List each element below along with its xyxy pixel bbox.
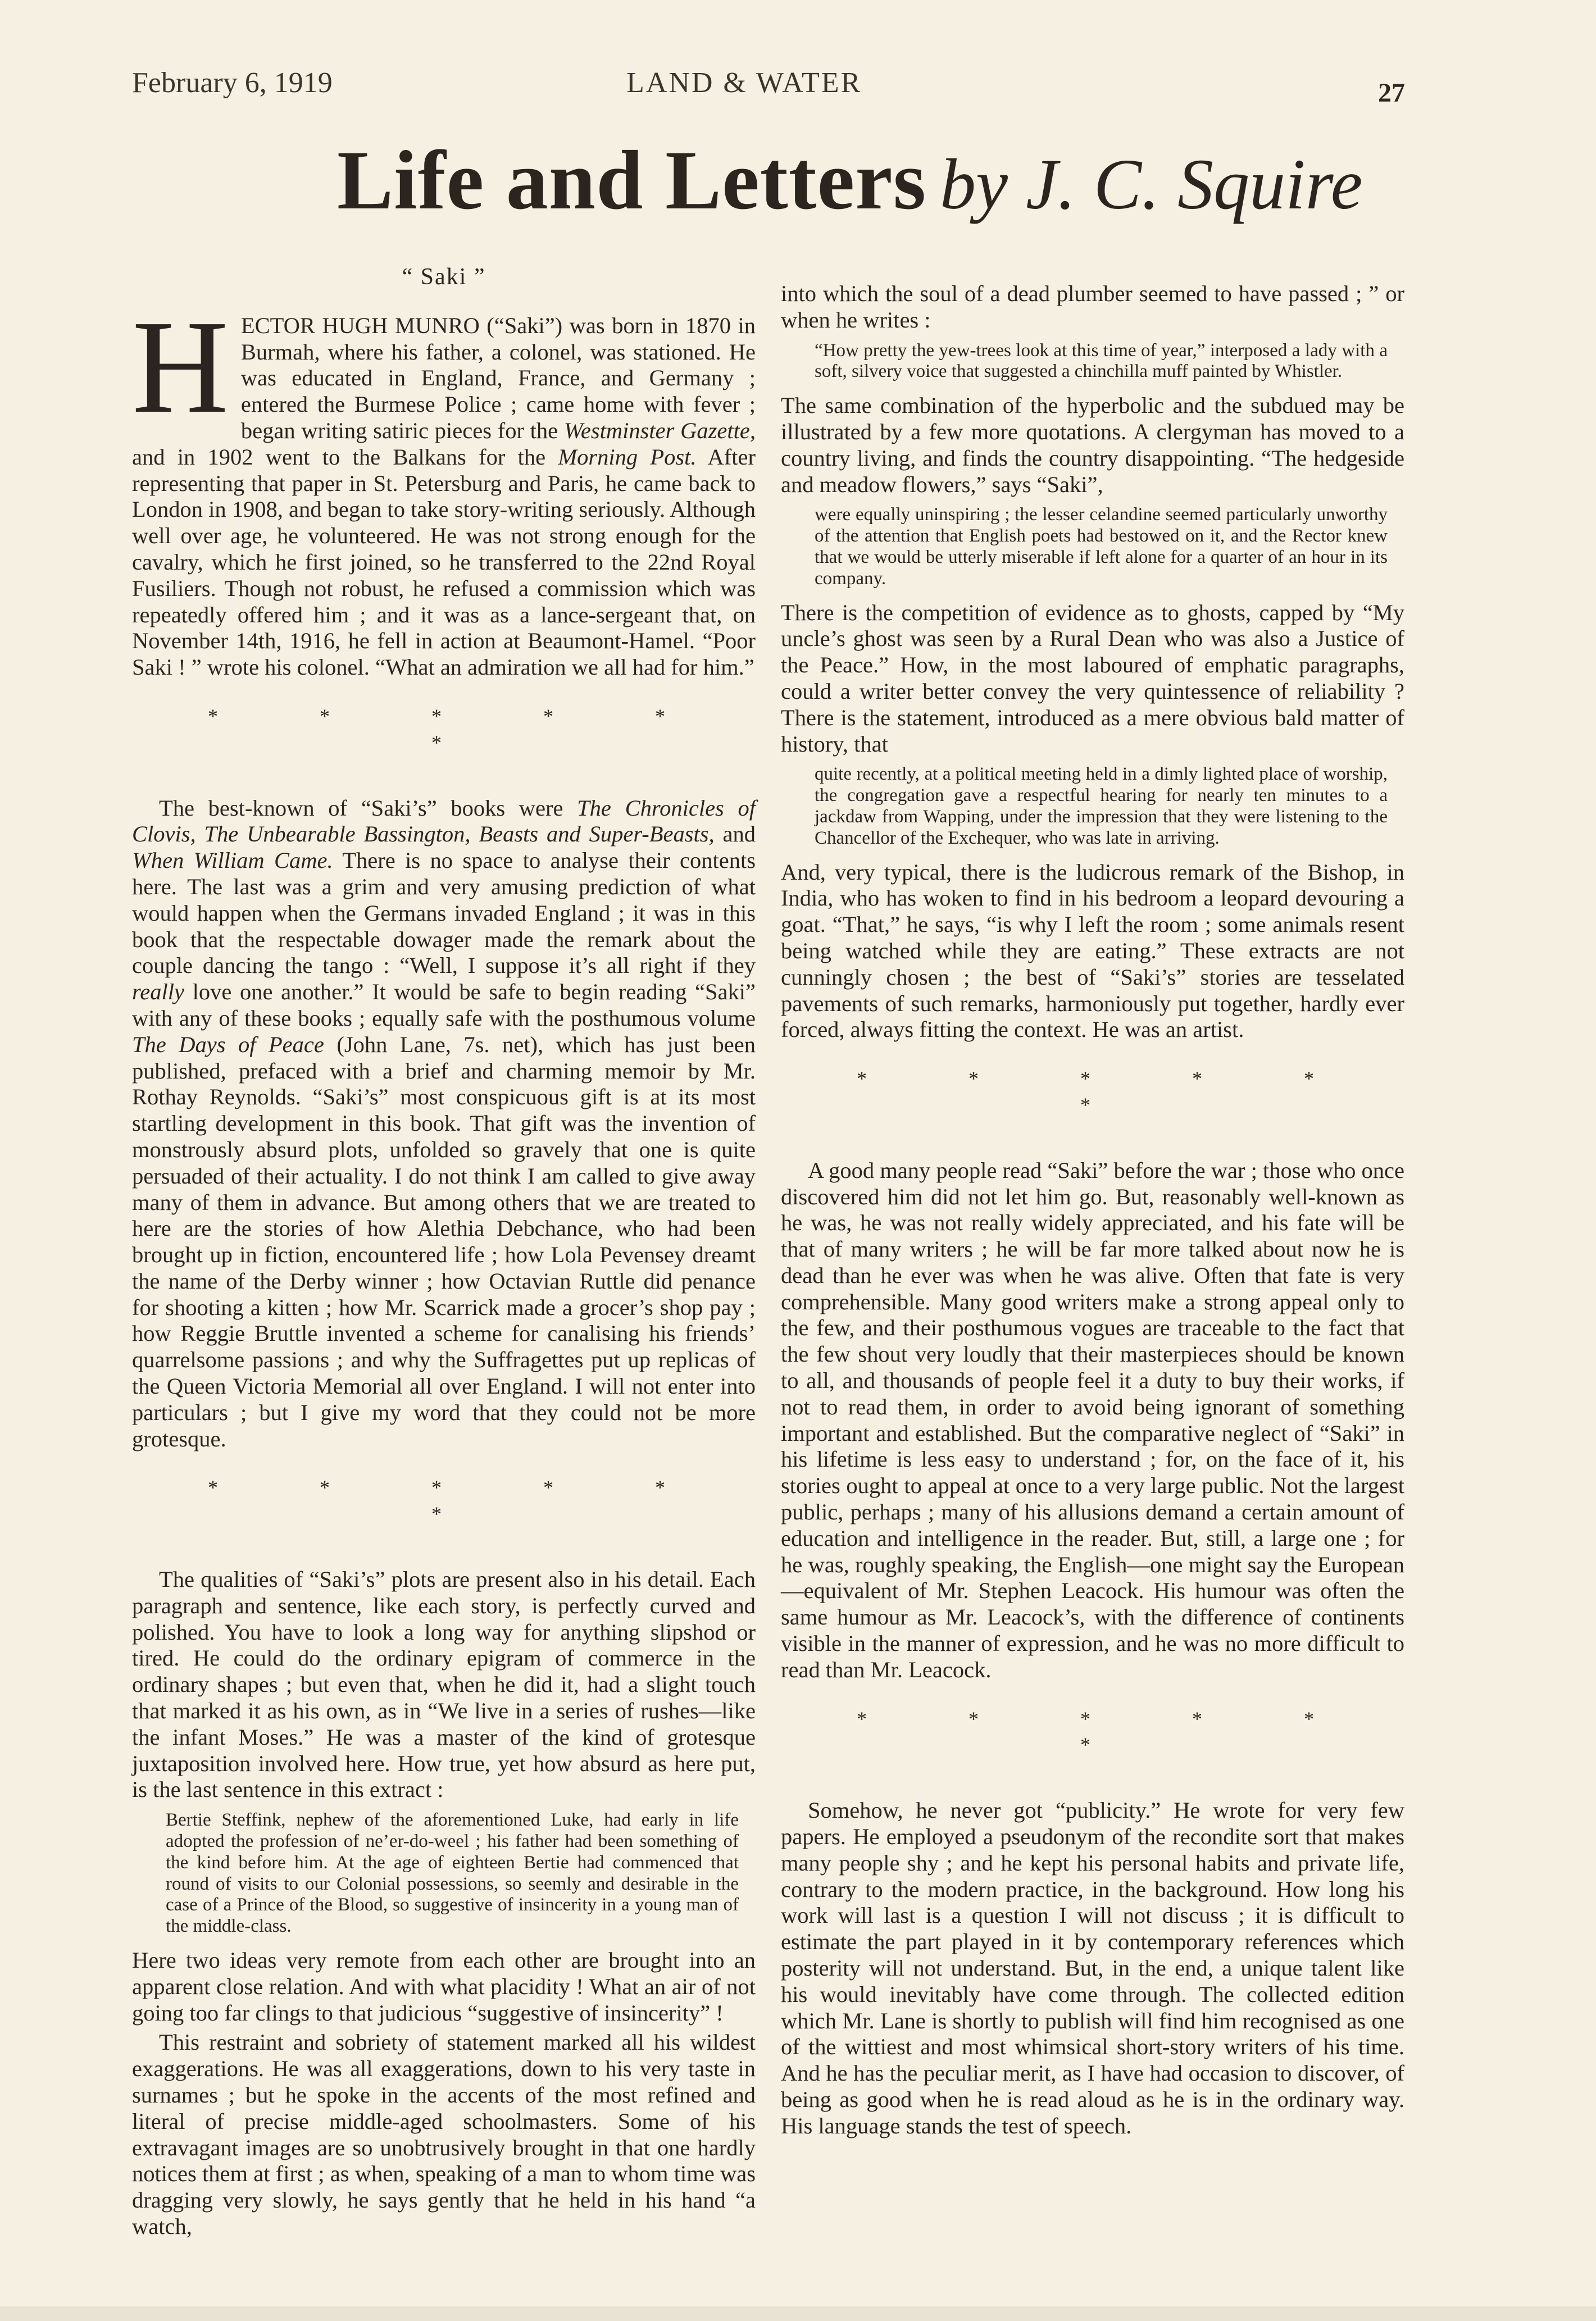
issue-date: February 6, 1919: [132, 67, 333, 99]
paragraph: The qualities of “Saki’s” plots are present also in his detail. Each paragraph and sentence, like each story, is perfectly curved and polished. You have to look a long way for anything slipshod or tired. He could do the ordinary epigram of commerce in the ordinary shapes ; but even that, when he did it, had a slight touch that marked it as his own, as in “We live in a series of rushes—like the infant Moses.” He was a master of the kind of grotesque juxtaposition involved here. How true, yet how absurd as here put, is the last sentence in this extract :: [132, 1567, 756, 1803]
paragraph: A good many people read “Saki” before the war ; those who once discovered him did not let him go. But, reasonably well-known as he was, he was not really widely appreciated, and his fate will be that of many writers ; he will be far more talked about now he is dead than he ever was when he was alive. Often that fate is very comprehensible. Many good writers make a strong appeal only to the few, and their posthumous vogues are traceable to the fact that the few shout very loudly that their masterpieces should be known to all, and thousands of people feel it a duty to buy their works, if not to read them, in order to avoid being ignorant of something important and established. But the comparative neglect of “Saki” in his lifetime is less easy to understand ; for, on the face of it, his stories ought to appeal at once to a very large public. Not the largest public, perhaps ; many of his allusions demand a certain amount of education and intelligence in the reader. But, still, a large one ; for he was, roughly speaking, the English—one might say the European—equivalent of Mr. Stephen Leacock. His humour was often the same humour as Mr. Leacock’s, with the difference of continents visible in the manner of expression, and he was no more difficult to read than Mr. Leacock.: [781, 1157, 1404, 1682]
paragraph: into which the soul of a dead plumber seemed to have passed ; ” or when he writes :: [781, 281, 1404, 333]
author-byline: by J. C. Squire: [940, 144, 1363, 224]
right-column: [781, 281, 1404, 2143]
paragraph: Here two ideas very remote from each other are brought into an apparent close relation. And with what placidity ! What an air of not going too far clings to that judicious “suggestive of insincerity” !: [132, 1947, 756, 2026]
section-break: * * * * * *: [857, 1067, 1362, 1116]
left-column: [132, 264, 756, 2243]
column-title: Life and Letters: [337, 134, 927, 227]
block-quote: Bertie Steffink, nephew of the aforementioned Luke, had early in life adopted the profession of ne’er-do-weel ; his father had been something of the kind before him. At the age of eighteen Bertie had commenced that round of visits to our Colonial possessions, so seemly and desirable in the case of a Prince of the Blood, so suggestive of insincerity in a young man of the middle-class.: [166, 1810, 739, 1937]
block-quote: quite recently, at a political meeting held in a dimly lighted place of worship, the congregation gave a respectful hearing for nearly ten minutes to a jackdaw from Wapping, under the impression that they were listening to the Chancellor of the Exchequer, who was late in arriving.: [815, 764, 1388, 848]
block-quote: “How pretty the yew-trees look at this time of year,” interposed a lady with a soft, silvery voice that suggested a chinchilla muff painted by Whistler.: [815, 340, 1388, 382]
article-title: “ Saki ”: [402, 264, 486, 290]
section-break: * * * * * *: [208, 704, 713, 754]
paragraph: And, very typical, there is the ludicrous remark of the Bishop, in India, who has woken to find in his bedroom a leopard devouring a goat. “That,” he says, “is why I left the room ; some animals resent being watched while they are eating.” These extracts are not cunningly chosen ; the best of “Saki’s” stories are tesselated pavements of such remarks, harmoniously put together, hardly ever forced, always fitting the context. He was an artist.: [781, 859, 1404, 1043]
page-number: 27: [1378, 78, 1405, 108]
paragraph: There is the competition of evidence as to ghosts, capped by “My uncle’s ghost was seen by a Rural Dean who was also a Justice of the Peace.” How, in the most laboured of emphatic paragraphs, could a writer better convey the very quintessence of reliability ? There is the statement, introduced as a mere obvious bald matter of history, that: [781, 599, 1404, 757]
drop-cap: H: [132, 293, 229, 441]
paragraph: The same combination of the hyperbolic and the subdued may be illustrated by a few more quotations. A clergyman has moved to a country living, and finds the country disappointing. “The hedgeside and meadow flowers,” says “Saki”,: [781, 393, 1404, 497]
paragraph: Somehow, he never got “publicity.” He wrote for very few papers. He employed a pseudonym of the recondite sort that makes many people shy ; and he kept his personal habits and private life, contrary to the modern practice, in the background. How long his work will last is a question I will not discuss ; it is difficult to estimate the part played in it by contemporary references which posterity will not understand. But, in the end, a unique talent like his would inevitably have come through. The collected edition which Mr. Lane is shortly to publish will find him recognised as one of the wittiest and most whimsical short-story writers of his time. And he has the peculiar merit, as I have had occasion to discover, of being as good when he is read aloud as he is in the ordinary way. His language stands the test of speech.: [781, 1797, 1404, 2138]
paragraph: HECTOR HUGH MUNRO (“Saki”) was born in 1870 in Burmah, where his father, a colonel, was stationed. He was educated in England, France, and Germany ; entered the Burmese Police ; came home with fever ; began writing satiric pieces for the Westminster Gazette, and in 1902 went to the Balkans for the Morning Post. After representing that paper in St. Petersburg and Paris, he came back to London in 1908, and began to take story-writing seriously. Although well over age, he volunteered. He was not strong enough for the cavalry, which he first joined, so he transferred to the 22nd Royal Fusiliers. Though not robust, he refused a commission which was repeatedly offered him ; and it was as a lance-sergeant that, on November 14th, 1916, he fell in action at Beaumont-Hamel. “Poor Saki ! ” wrote his colonel. “What an admiration we all had for him.”: [132, 293, 756, 680]
journal-title: LAND & WATER: [626, 67, 862, 99]
block-quote: were equally uninspiring ; the lesser celandine seemed particularly unworthy of the attention that English poets had bestowed on it, and the Rector knew that we would be utterly miserable if left alone for a quarter of an hour in its company.: [815, 504, 1388, 589]
paragraph: The best-known of “Saki’s” books were The Chronicles of Clovis, The Unbearable Bassington, Beasts and Super-Beasts, and When William Came. There is no space to analyse their contents here. The last was a grim and very amusing prediction of what would happen when the Germans invaded England ; it was in this book that the respectable dowager made the remark about the couple dancing the tango : “Well, I suppose it’s all right if they really love one another.” It would be safe to begin reading “Saki” with any of these books ; equally safe with the posthumous volume The Days of Peace (John Lane, 7s. net), which has just been published, prefaced with a brief and charming memoir by Mr. Rothay Reynolds. “Saki’s” most conspicuous gift is at its most startling development in this book. That gift was the invention of monstrously absurd plots, unfolded so gravely that one is quite persuaded of their actuality. I do not think I am called to give away many of them in advance. But among others that we are treated to here are the stories of how Alethia Debchance, who had been brought up in fiction, encountered life ; how Lola Pevensey dreamt the name of the Derby winner ; how Octavian Ruttle did penance for shooting a kitten ; how Mr. Scarrick made a grocer’s shop pay ; how Reggie Bruttle invented a scheme for canalising his friends’ quarrelsome passions ; and why the Suffragettes put up replicas of the Queen Victoria Memorial all over England. I will not enter into particulars ; but I give my word that they could not be more grotesque.: [132, 795, 756, 1451]
section-break: * * * * * *: [208, 1476, 713, 1526]
section-break: * * * * * *: [857, 1707, 1362, 1756]
running-head: [132, 61, 1405, 100]
page-edge: [0, 2306, 1596, 2321]
column-masthead: [337, 132, 1363, 244]
paragraph: This restraint and sobriety of statement marked all his wildest exaggerations. He was all exaggerations, down to his very taste in surnames ; but he spoke in the accents of the most refined and literal of precise middle-aged schoolmasters. Some of his extravagant images are so unobtrusively brought in that one hardly notices them at first ; as when, speaking of a man to whom time was dragging very slowly, he says gently that he held in his hand “a watch,: [132, 2029, 756, 2239]
